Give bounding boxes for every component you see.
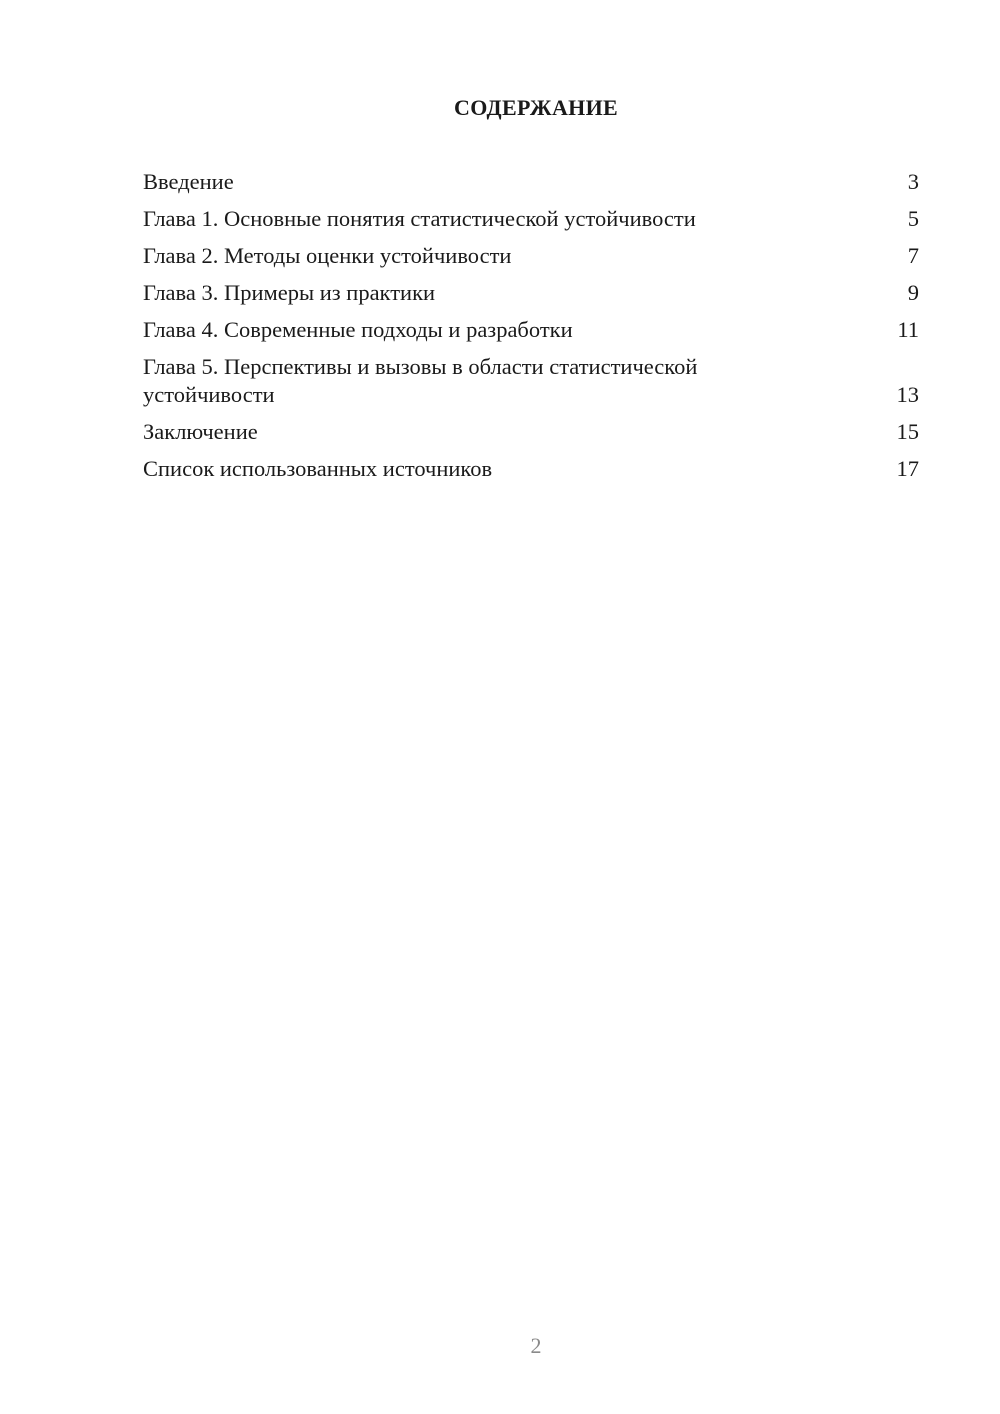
toc-entry-label: Глава 2. Методы оценки устойчивости	[143, 243, 512, 268]
toc-entry-label: Список использованных источников	[143, 456, 493, 481]
toc-entry-chapter-3	[143, 279, 919, 307]
toc-entry-conclusion	[143, 418, 919, 446]
toc-title: СОДЕРЖАНИЕ	[454, 95, 618, 120]
toc-entry-label: Глава 5. Перспективы и вызовы в области статистической устойчивости	[143, 354, 698, 407]
toc-entry-page: 9	[907, 280, 919, 305]
toc-entry-page: 7	[907, 243, 919, 268]
toc-entry-references	[143, 455, 919, 483]
toc-entry-chapter-1	[143, 205, 919, 233]
page-number: 2	[530, 1333, 542, 1358]
toc-entry-chapter-5	[143, 353, 919, 409]
toc-entry-label: Глава 1. Основные понятия статистической устойчивости	[143, 206, 696, 231]
toc-entry-chapter-4	[143, 316, 919, 344]
toc-entry-page: 11	[897, 317, 919, 342]
toc-entry-introduction	[143, 168, 919, 196]
toc-entry-label: Глава 3. Примеры из практики	[143, 280, 436, 305]
toc-entry-page: 17	[896, 456, 919, 481]
toc-entry-label: Введение	[143, 169, 234, 194]
toc-entry-page: 3	[907, 169, 919, 194]
toc-entry-chapter-2	[143, 242, 919, 270]
toc-entry-label: Заключение	[143, 419, 258, 444]
toc-entry-page: 5	[907, 206, 919, 231]
toc-entry-label: Глава 4. Современные подходы и разработки	[143, 317, 573, 342]
toc-entry-page: 13	[896, 382, 919, 407]
table-of-contents	[143, 168, 919, 492]
toc-entry-page: 15	[896, 419, 919, 444]
